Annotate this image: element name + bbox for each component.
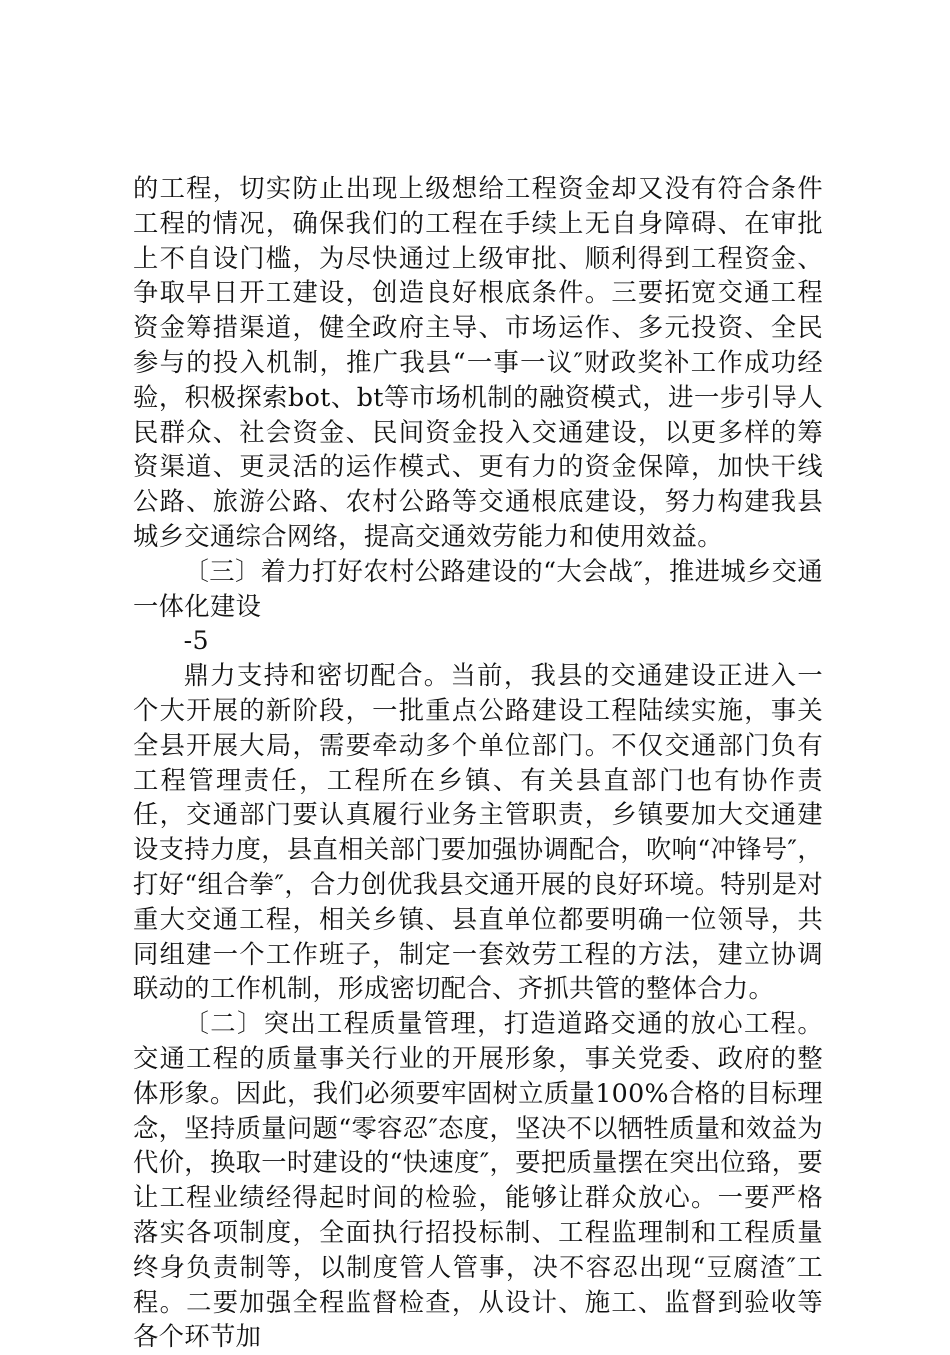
paragraph-funding: 的工程，切实防止出现上级想给工程资金却又没有符合条件工程的情况，确保我们的工程在手续上无自身障碍、在审批上不自设门槛，为尽快通过上级审批、顺利得到工程资金、争取早日开工建设，创造良好根底条件。三要拓宽交通工程资金筹措渠道，健全政府主导、市场运作、多元投资、全民参与的投入机制，推广我县“一事一议″财政奖补工作成功经验，积极探索bot、bt等市场机制的融资模式，进一步引导人民群众、社会资金、民间资金投入交通建设，以更多样的筹资渠道、更灵活的运作模式、更有力的资金保障，加快干线公路、旅游公路、农村公路等交通根底建设，努力构建我县城乡交通综合网络，提高交通效劳能力和使用效益。 bbox=[133, 174, 823, 551]
document-body bbox=[133, 172, 823, 1355]
paragraph-cooperation: 鼎力支持和密切配合。当前，我县的交通建设正进入一个大开展的新阶段，一批重点公路建设工程陆续实施，事关全县开展大局，需要牵动多个单位部门。不仅交通部门负有工程管理责任，工程所在乡镇、有关县直部门也有协作责任，交通部门要认真履行业务主管职责，乡镇要加大交通建设支持力度，县直相关部门要加强协调配合，吹响“冲锋号″，打好“组合拳″，合力创优我县交通开展的良好环境。特别是对重大交通工程，相关乡镇、县直单位都要明确一位领导，共同组建一个工作班子，制定一套效劳工程的方法，建立协调联动的工作机制，形成密切配合、齐抓共管的整体合力。 bbox=[133, 661, 823, 1004]
paragraph-quality-management: 〔二〕突出工程质量管理，打造道路交通的放心工程。交通工程的质量事关行业的开展形象，事关党委、政府的整体形象。因此，我们必须要牢固树立质量100%合格的目标理念，坚持质量问题“零容忍″态度，坚决不以牺牲质量和效益为代价，换取一时建设的“快速度″，要把质量摆在突出位臵，要让工程业绩经得起时间的检验，能够让群众放心。一要严格落实各项制度，全面执行招投标制、工程监理制和工程质量终身负责制等，以制度管人管事，决不容忍出现“豆腐渣″工程。二要加强全程监督检查，从设计、施工、监督到验收等各个环节加 bbox=[133, 1009, 823, 1352]
section-heading-rural-roads: 〔三〕着力打好农村公路建设的“大会战″，推进城乡交通一体化建设 bbox=[133, 556, 823, 621]
page-number: -5 bbox=[183, 626, 209, 656]
